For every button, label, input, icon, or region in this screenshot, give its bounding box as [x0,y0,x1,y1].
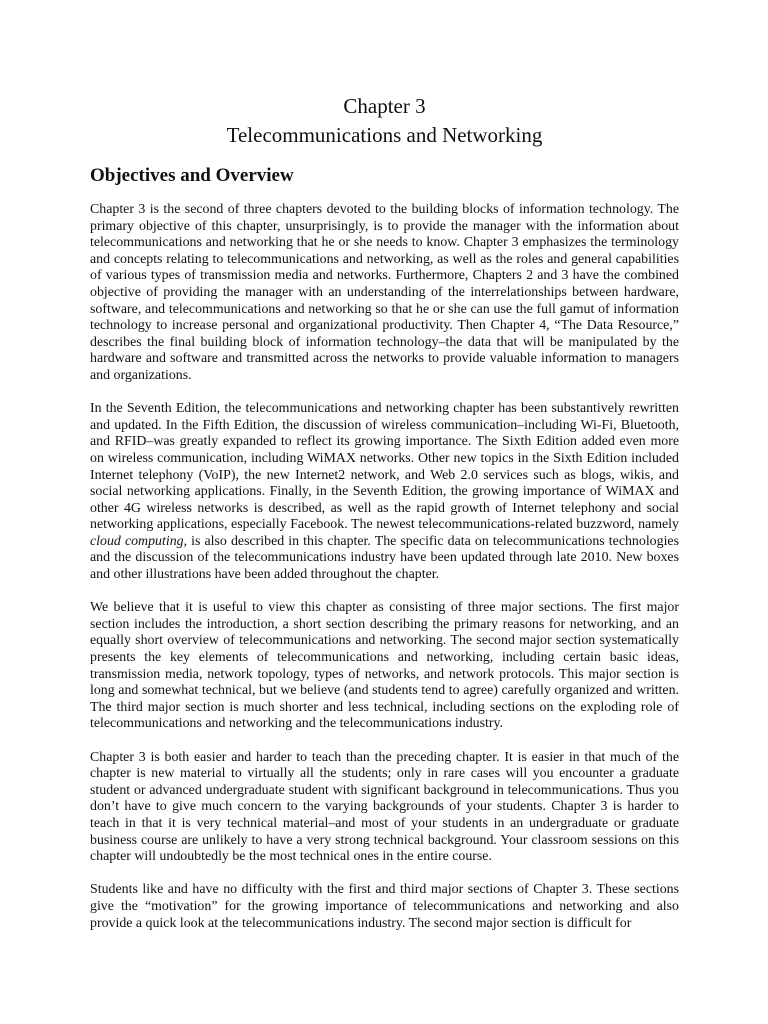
paragraph-2 [90,401,679,584]
paragraph-1: Chapter 3 is the second of three chapters devoted to the building blocks of information technology. The primary objective of this chapter, unsurprisingly, is to provide the manager with the information about telecommunications and networking that he or she needs to know. Chapter 3 emphasizes the terminology and concepts relating to telecommunications and networking, as well as the roles and general capabilities of various types of transmission media and networks. Furthermore, Chapters 2 and 3 have the combined objective of providing the manager with an understanding of the interrelationships between hardware, software, and telecommunications and networking so that he or she can use the full gamut of information technology to increase personal and organizational productivity. Then Chapter 4, “The Data Resource,” describes the final building block of information technology–the data that will be manipulated by the hardware and software and transmitted across the networks to provide valuable information to managers and organizations. [90,202,679,383]
chapter-title: Telecommunications and Networking [226,123,543,147]
paragraph-5: Students like and have no difficulty with the first and third major sections of Chapter 3. These sections give the “motivation” for the growing importance of telecommunications and networking and also provide a quick look at the telecommunications industry. The second major section is difficult for [90,882,679,931]
paragraph-4: Chapter 3 is both easier and harder to teach than the preceding chapter. It is easier in that much of the chapter is new material to virtually all the students; only in rare cases will you encounter a graduate student or advanced undergraduate student with significant background in telecommunications. Thus you don’t have to give much concern to the varying backgrounds of your students. Chapter 3 is harder to teach in that it is very technical material–and most of your students in an undergraduate or graduate business course are unlikely to have a very strong technical background. Your classroom sessions on this chapter will undoubtedly be the most technical ones in the entire course. [90,749,679,865]
cloud-computing-term: cloud computing [90,533,184,549]
section-heading: Objectives and Overview [90,165,294,186]
paragraph-2-part-a: In the Seventh Edition, the telecommunications and networking chapter has been substantively rewritten and updated. In the Fifth Edition, the discussion of wireless communication–including Wi-Fi, Bluetooth, and RFID–was greatly expanded to reflect its growing importance. The Sixth Edition added even more on wireless communication, including WiMAX networks. Other new topics in the Sixth Edition included Internet telephony (VoIP), the new Internet2 network, and Web 2.0 services such as blogs, wikis, and social networking applications. Finally, in the Seventh Edition, the growing importance of WiMAX and other 4G wireless networks is described, as well as the rapid growth of Internet telephony and social networking applications, especially Facebook. The newest telecommunications-related buzzword, namely [90,401,679,533]
paragraph-2-part-b: , is also described in this chapter. The specific data on telecommunications technologies and the discussion of the telecommunications industry have been updated through late 2010. New boxes and other illustrations have been added throughout the chapter. [90,533,679,583]
chapter-number: Chapter 3 [343,94,426,118]
document-page [90,92,679,949]
paragraph-3: We believe that it is useful to view this chapter as consisting of three major sections. The first major section includes the introduction, a short section describing the primary reasons for networking, and an equally short overview of telecommunications and networking. The second major section systematically presents the key elements of telecommunications and networking, including certain basic ideas, transmission media, network topology, types of networks, and network protocols. This major section is long and somewhat technical, but we believe (and students tend to agree) carefully organized and written. The third major section is much shorter and less technical, including sections on the exploding role of telecommunications and networking and the telecommunications industry. [90,600,679,732]
